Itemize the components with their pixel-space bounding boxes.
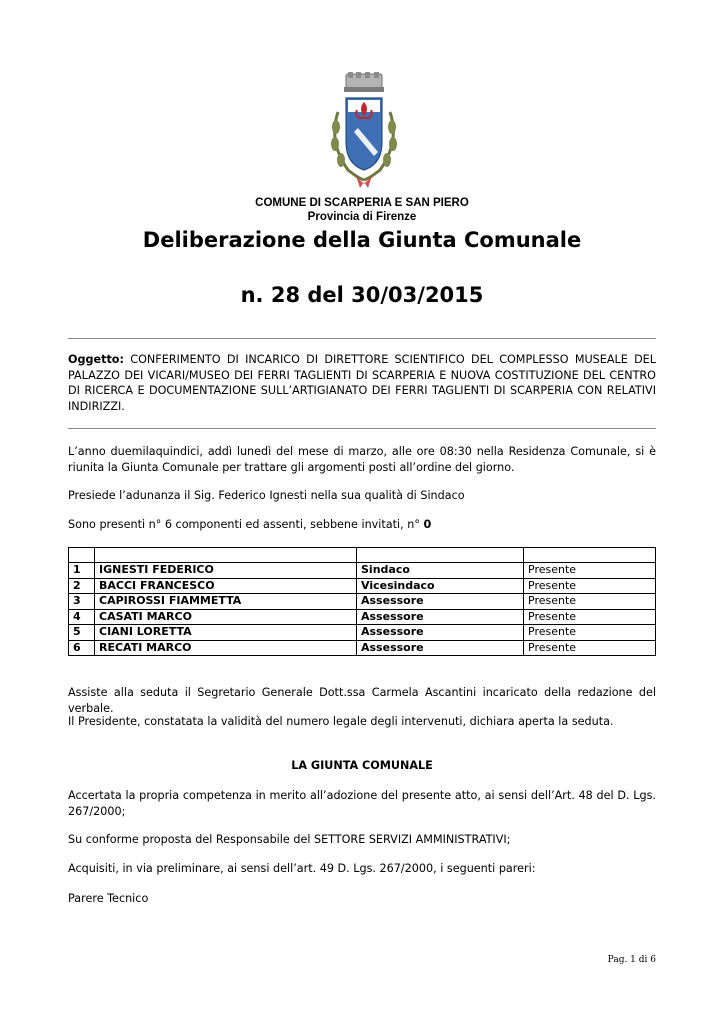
- deliberation-number: n. 28 del 30/03/2015: [240, 283, 484, 307]
- table-row: [69, 594, 656, 610]
- province-name: Provincia di Firenze: [307, 211, 417, 223]
- member-status: Presente: [524, 609, 656, 625]
- member-status: Presente: [524, 625, 656, 641]
- member-role: Sindaco: [357, 563, 524, 579]
- member-name: CASATI MARCO: [95, 609, 357, 625]
- member-name: CAPIROSSI FIAMMETTA: [95, 594, 357, 610]
- competence-paragraph: Accertata la propria competenza in merito all’adozione del presente atto, ai sensi dell’Art. 48 del D. Lgs. 267/2000;: [68, 789, 656, 818]
- table-row: [69, 609, 656, 625]
- members-table: [68, 547, 656, 656]
- member-role: Assessore: [357, 640, 524, 656]
- subject-label: Oggetto:: [68, 353, 124, 366]
- member-status: Presente: [524, 563, 656, 579]
- member-role: Assessore: [357, 609, 524, 625]
- table-row: [69, 640, 656, 656]
- absent-count: 0: [423, 518, 432, 531]
- proposal-paragraph: Su conforme proposta del Responsabile del SETTORE SERVIZI AMMINISTRATIVI;: [68, 833, 511, 846]
- technical-opinion-label: Parere Tecnico: [68, 892, 149, 905]
- shield-icon: [346, 98, 382, 170]
- member-role: Assessore: [357, 625, 524, 641]
- member-number: 6: [69, 640, 95, 656]
- member-name: RECATI MARCO: [95, 640, 357, 656]
- page-number: Pag. 1 di 6: [607, 955, 656, 965]
- secretary-paragraph: Assiste alla seduta il Segretario Generale Dott.ssa Carmela Ascantini incaricato della redazione del verbale.: [68, 686, 656, 715]
- member-number: 1: [69, 563, 95, 579]
- subject-divider: [68, 428, 656, 429]
- member-number: 5: [69, 625, 95, 641]
- member-status: Presente: [524, 594, 656, 610]
- member-name: IGNESTI FEDERICO: [95, 563, 357, 579]
- member-role: Assessore: [357, 594, 524, 610]
- subject-block: [68, 352, 656, 414]
- attendance-paragraph: [68, 517, 656, 533]
- municipal-crest-logo: [326, 72, 402, 192]
- table-header-row: [69, 548, 656, 563]
- member-number: 4: [69, 609, 95, 625]
- validity-paragraph: Il Presidente, constatata la validità del numero legale degli intervenuti, dichiara aperta la seduta.: [68, 715, 614, 728]
- table-row: [69, 563, 656, 579]
- table-row: [69, 625, 656, 641]
- presidency-paragraph: Presiede l’adunanza il Sig. Federico Ignesti nella sua qualità di Sindaco: [68, 489, 465, 502]
- subject-text: CONFERIMENTO DI INCARICO DI DIRETTORE SCIENTIFICO DEL COMPLESSO MUSEALE DEL PALAZZO DEI VICARI/MUSEO DEI FERRI TAGLIENTI DI SCARPERIA E NUOVA COSTITUZIONE DEL CENTRO DI RICERCA E DOCUMENTAZIONE SULL’ARTIGIANATO DEI FERRI TAGLIENTI DI SCARPERIA CON RELATIVI INDIRIZZI.: [68, 353, 656, 413]
- member-name: BACCI FRANCESCO: [95, 578, 357, 594]
- member-status: Presente: [524, 578, 656, 594]
- member-number: 3: [69, 594, 95, 610]
- attendance-text: Sono presenti n° 6 componenti ed assenti, sebbene invitati, n°: [68, 518, 424, 531]
- member-role: Vicesindaco: [357, 578, 524, 594]
- member-number: 2: [69, 578, 95, 594]
- top-divider: [68, 338, 656, 339]
- member-name: CIANI LORETTA: [95, 625, 357, 641]
- document-title: Deliberazione della Giunta Comunale: [142, 228, 582, 252]
- member-status: Presente: [524, 640, 656, 656]
- opening-paragraph: L’anno duemilaquindici, addì lunedì del mese di marzo, alle ore 08:30 nella Residenza Comunale, si è riunita la Giunta Comunale per trattare gli argomenti posti all’ordine del giorno.: [68, 445, 656, 474]
- section-heading: LA GIUNTA COMUNALE: [291, 759, 433, 772]
- crown-icon: [344, 72, 384, 92]
- table-row: [69, 578, 656, 594]
- opinions-paragraph: Acquisiti, in via preliminare, ai sensi dell’art. 49 D. Lgs. 267/2000, i seguenti pareri:: [68, 862, 536, 875]
- municipality-name: COMUNE DI SCARPERIA E SAN PIERO: [255, 197, 469, 209]
